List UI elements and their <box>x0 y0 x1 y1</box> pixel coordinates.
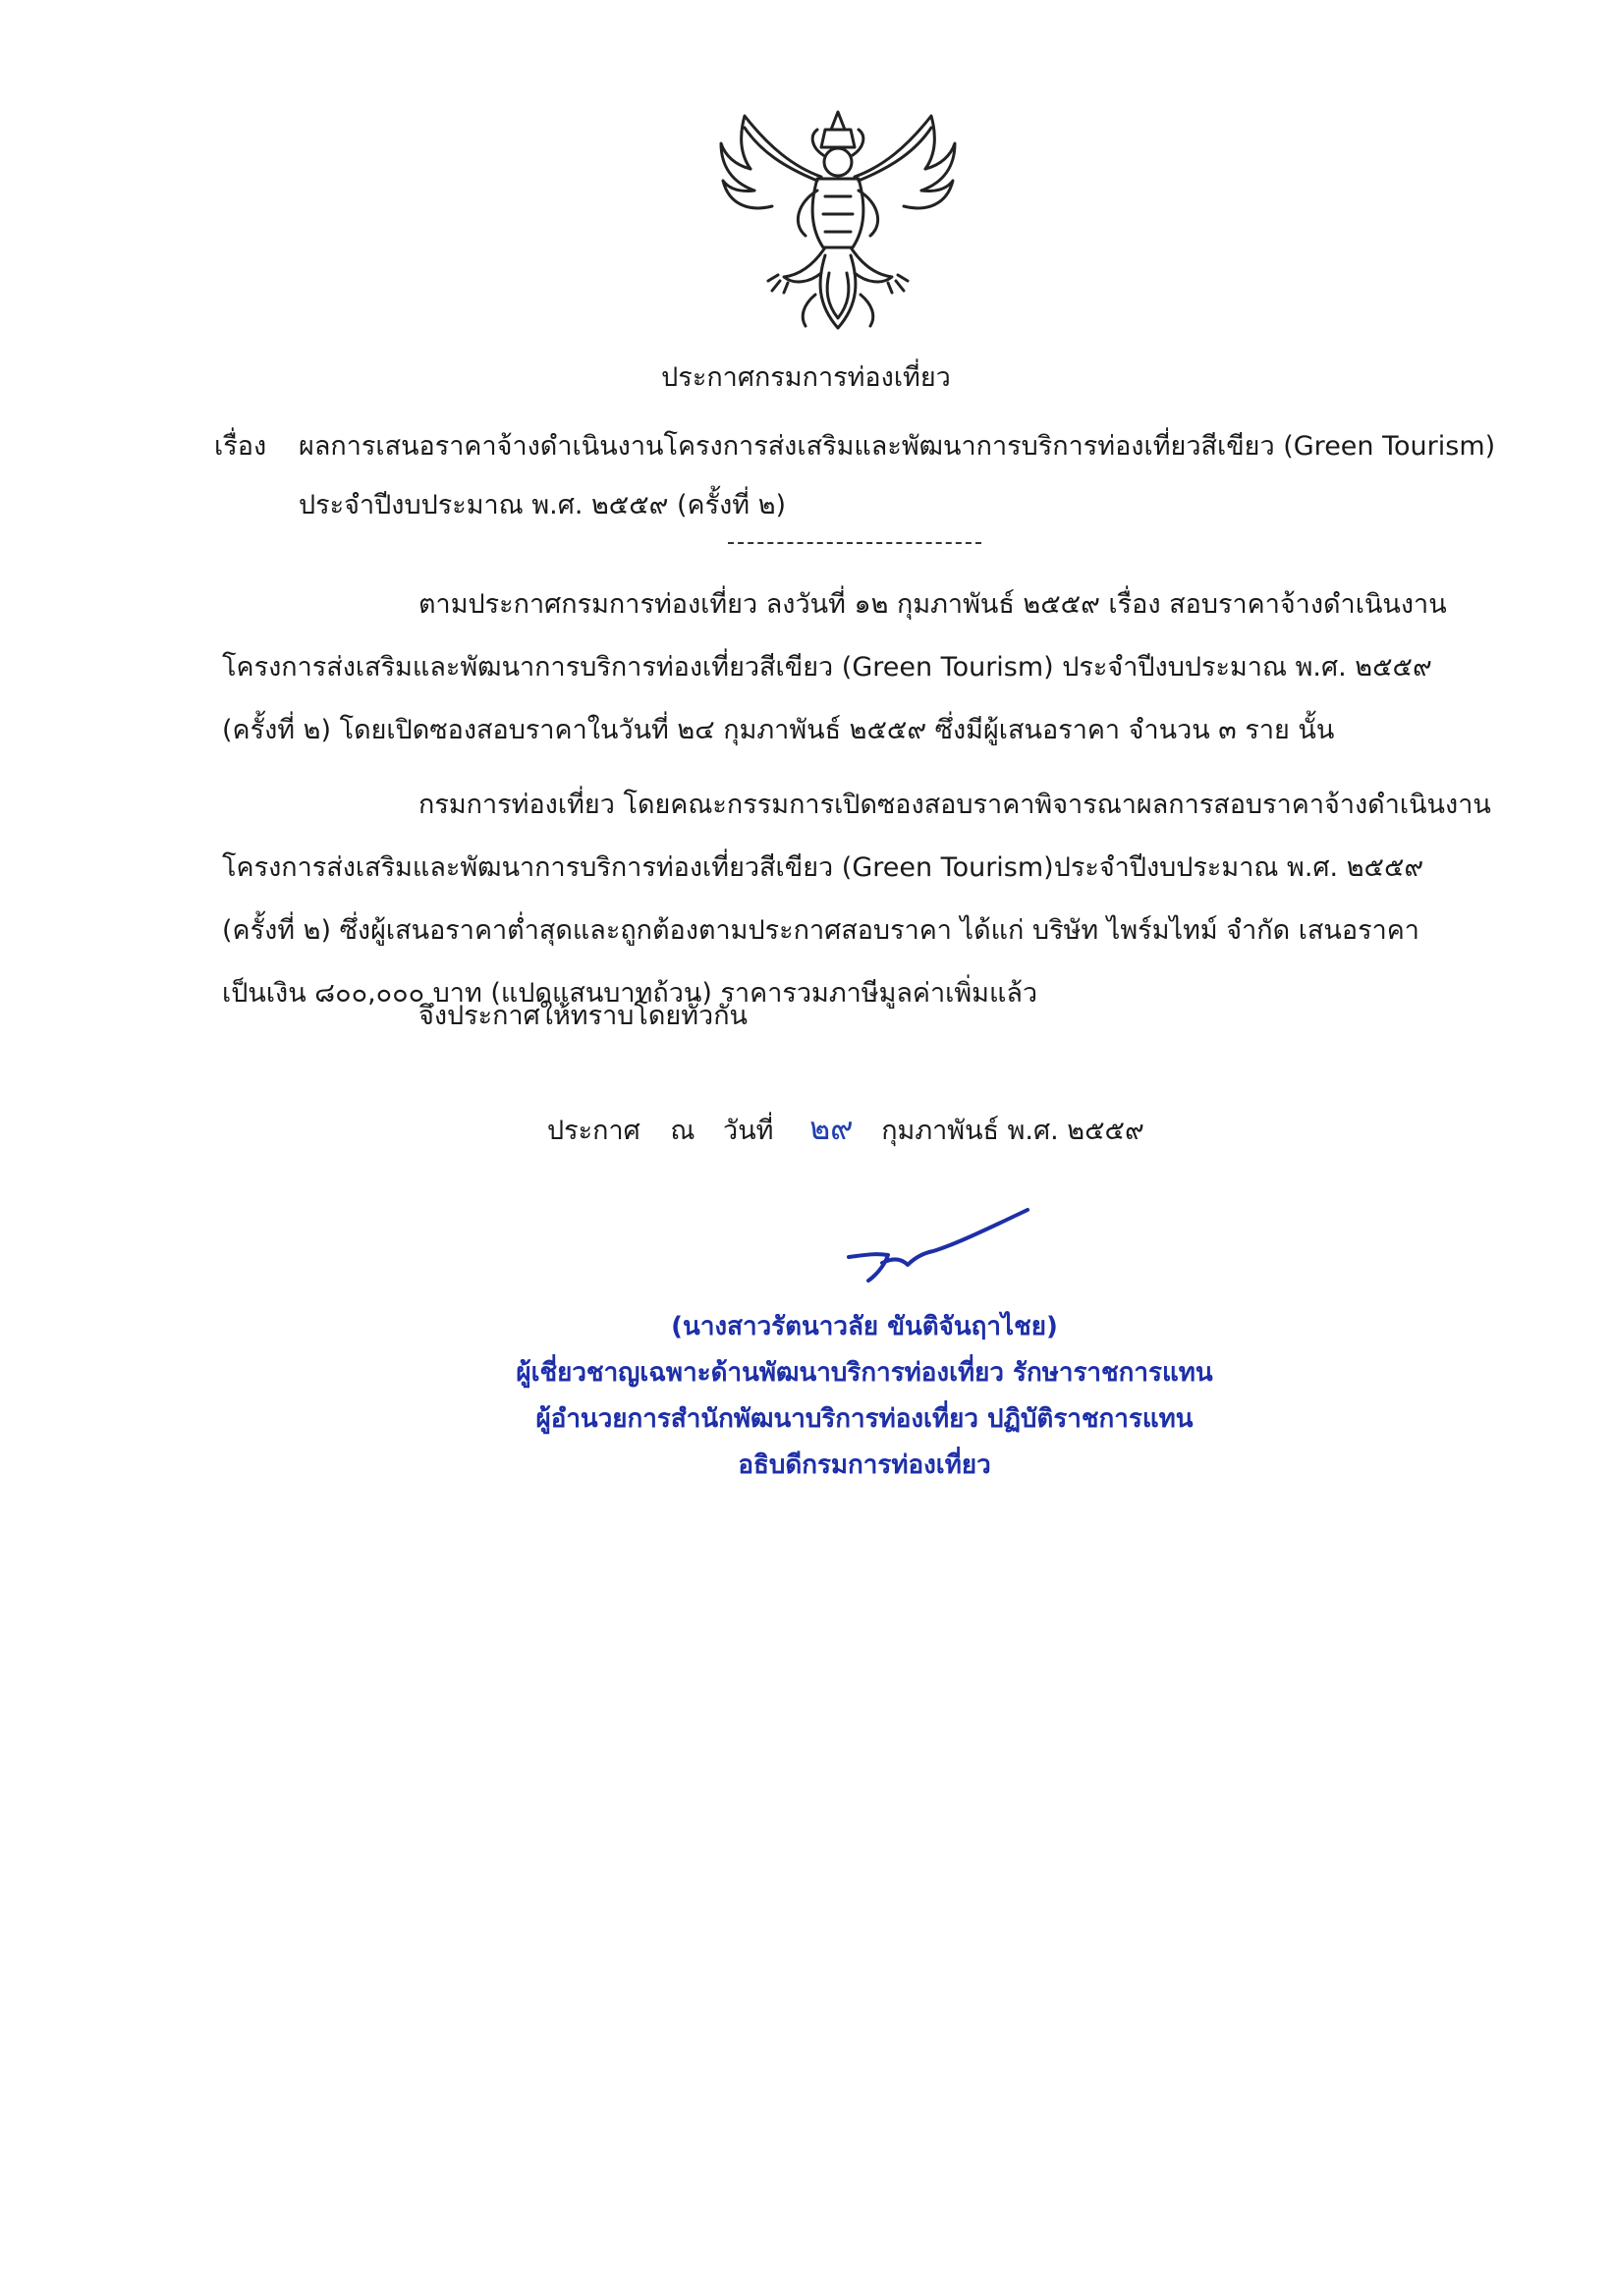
paragraph-1 <box>222 574 1452 762</box>
paragraph-line: โครงการส่งเสริมและพัฒนาการบริการท่องเที่ยวสีเขียว (Green Tourism)ประจำปีงบประมาณ พ.ศ. ๒๕๕๙ <box>222 852 1424 883</box>
paragraph-line: เป็นเงิน ๘๐๐,๐๐๐ บาท (แปดแสนบาทถ้วน) ราคารวมภาษีมูลค่าเพิ่มแล้ว <box>222 978 1038 1009</box>
handwritten-signature <box>845 1206 1031 1294</box>
signer-name: (นางสาวรัตนาวลัย ขันติจันฤาไชย) <box>671 1312 1058 1341</box>
signer-title: ผู้อำนวยการสำนักพัฒนาบริการท่องเที่ยว ปฏิบัติราชการแทน <box>535 1404 1194 1434</box>
signer-block <box>422 1304 1306 1489</box>
garuda-emblem-icon <box>715 108 961 334</box>
paragraph-line: กรมการท่องเที่ยว โดยคณะกรรมการเปิดซองสอบราคาพิจารณาผลการสอบราคาจ้างดำเนินงาน <box>418 790 1491 820</box>
subject-line: ประจำปีงบประมาณ พ.ศ. ๒๕๕๙ (ครั้งที่ ๒) <box>299 490 787 520</box>
paragraph-line: โครงการส่งเสริมและพัฒนาการบริการท่องเที่ยวสีเขียว (Green Tourism) ประจำปีงบประมาณ พ.ศ. ๒๕๕๙ <box>222 652 1432 683</box>
paragraph-line: (ครั้งที่ ๒) โดยเปิดซองสอบราคาในวันที่ ๒๔ กุมภาพันธ์ ๒๕๕๙ ซึ่งมีผู้เสนอราคา จำนวน ๓ ราย นั้น <box>222 715 1335 745</box>
subject-label: เรื่อง <box>214 431 267 462</box>
signer-title: ผู้เชี่ยวชาญเฉพาะด้านพัฒนาบริการท่องเที่ยว รักษาราชการแทน <box>516 1358 1213 1388</box>
closing-line: จึงประกาศให้ทราบโดยทั่วกัน <box>418 1001 748 1031</box>
subject-line: ผลการเสนอราคาจ้างดำเนินงานโครงการส่งเสริมและพัฒนาการบริการท่องเที่ยวสีเขียว (Green Tourism) <box>299 431 1496 462</box>
paragraph-line: (ครั้งที่ ๒) ซึ่งผู้เสนอราคาต่ำสุดและถูกต้องตามประกาศสอบราคา ได้แก่ บริษัท ไพร์มไทม์ จำกัด เสนอราคา <box>222 915 1419 946</box>
dashed-divider <box>728 542 981 544</box>
date-prefix: วันที่ <box>723 1116 774 1146</box>
announcement-heading: ประกาศกรมการท่องเที่ยว <box>661 362 951 393</box>
date-prefix: ประกาศ <box>547 1116 640 1146</box>
signer-title: อธิบดีกรมการท่องเที่ยว <box>738 1450 991 1480</box>
date-day-handwritten: ๒๙ <box>809 1110 854 1147</box>
date-month-year: กุมภาพันธ์ พ.ศ. ๒๕๕๙ <box>881 1116 1144 1146</box>
announcement-date <box>547 1104 1144 1154</box>
paragraph-2 <box>222 774 1491 1025</box>
paragraph-line: ตามประกาศกรมการท่องเที่ยว ลงวันที่ ๑๒ กุมภาพันธ์ ๒๕๕๙ เรื่อง สอบราคาจ้างดำเนินงาน <box>418 589 1447 620</box>
date-prefix: ณ <box>670 1116 695 1146</box>
